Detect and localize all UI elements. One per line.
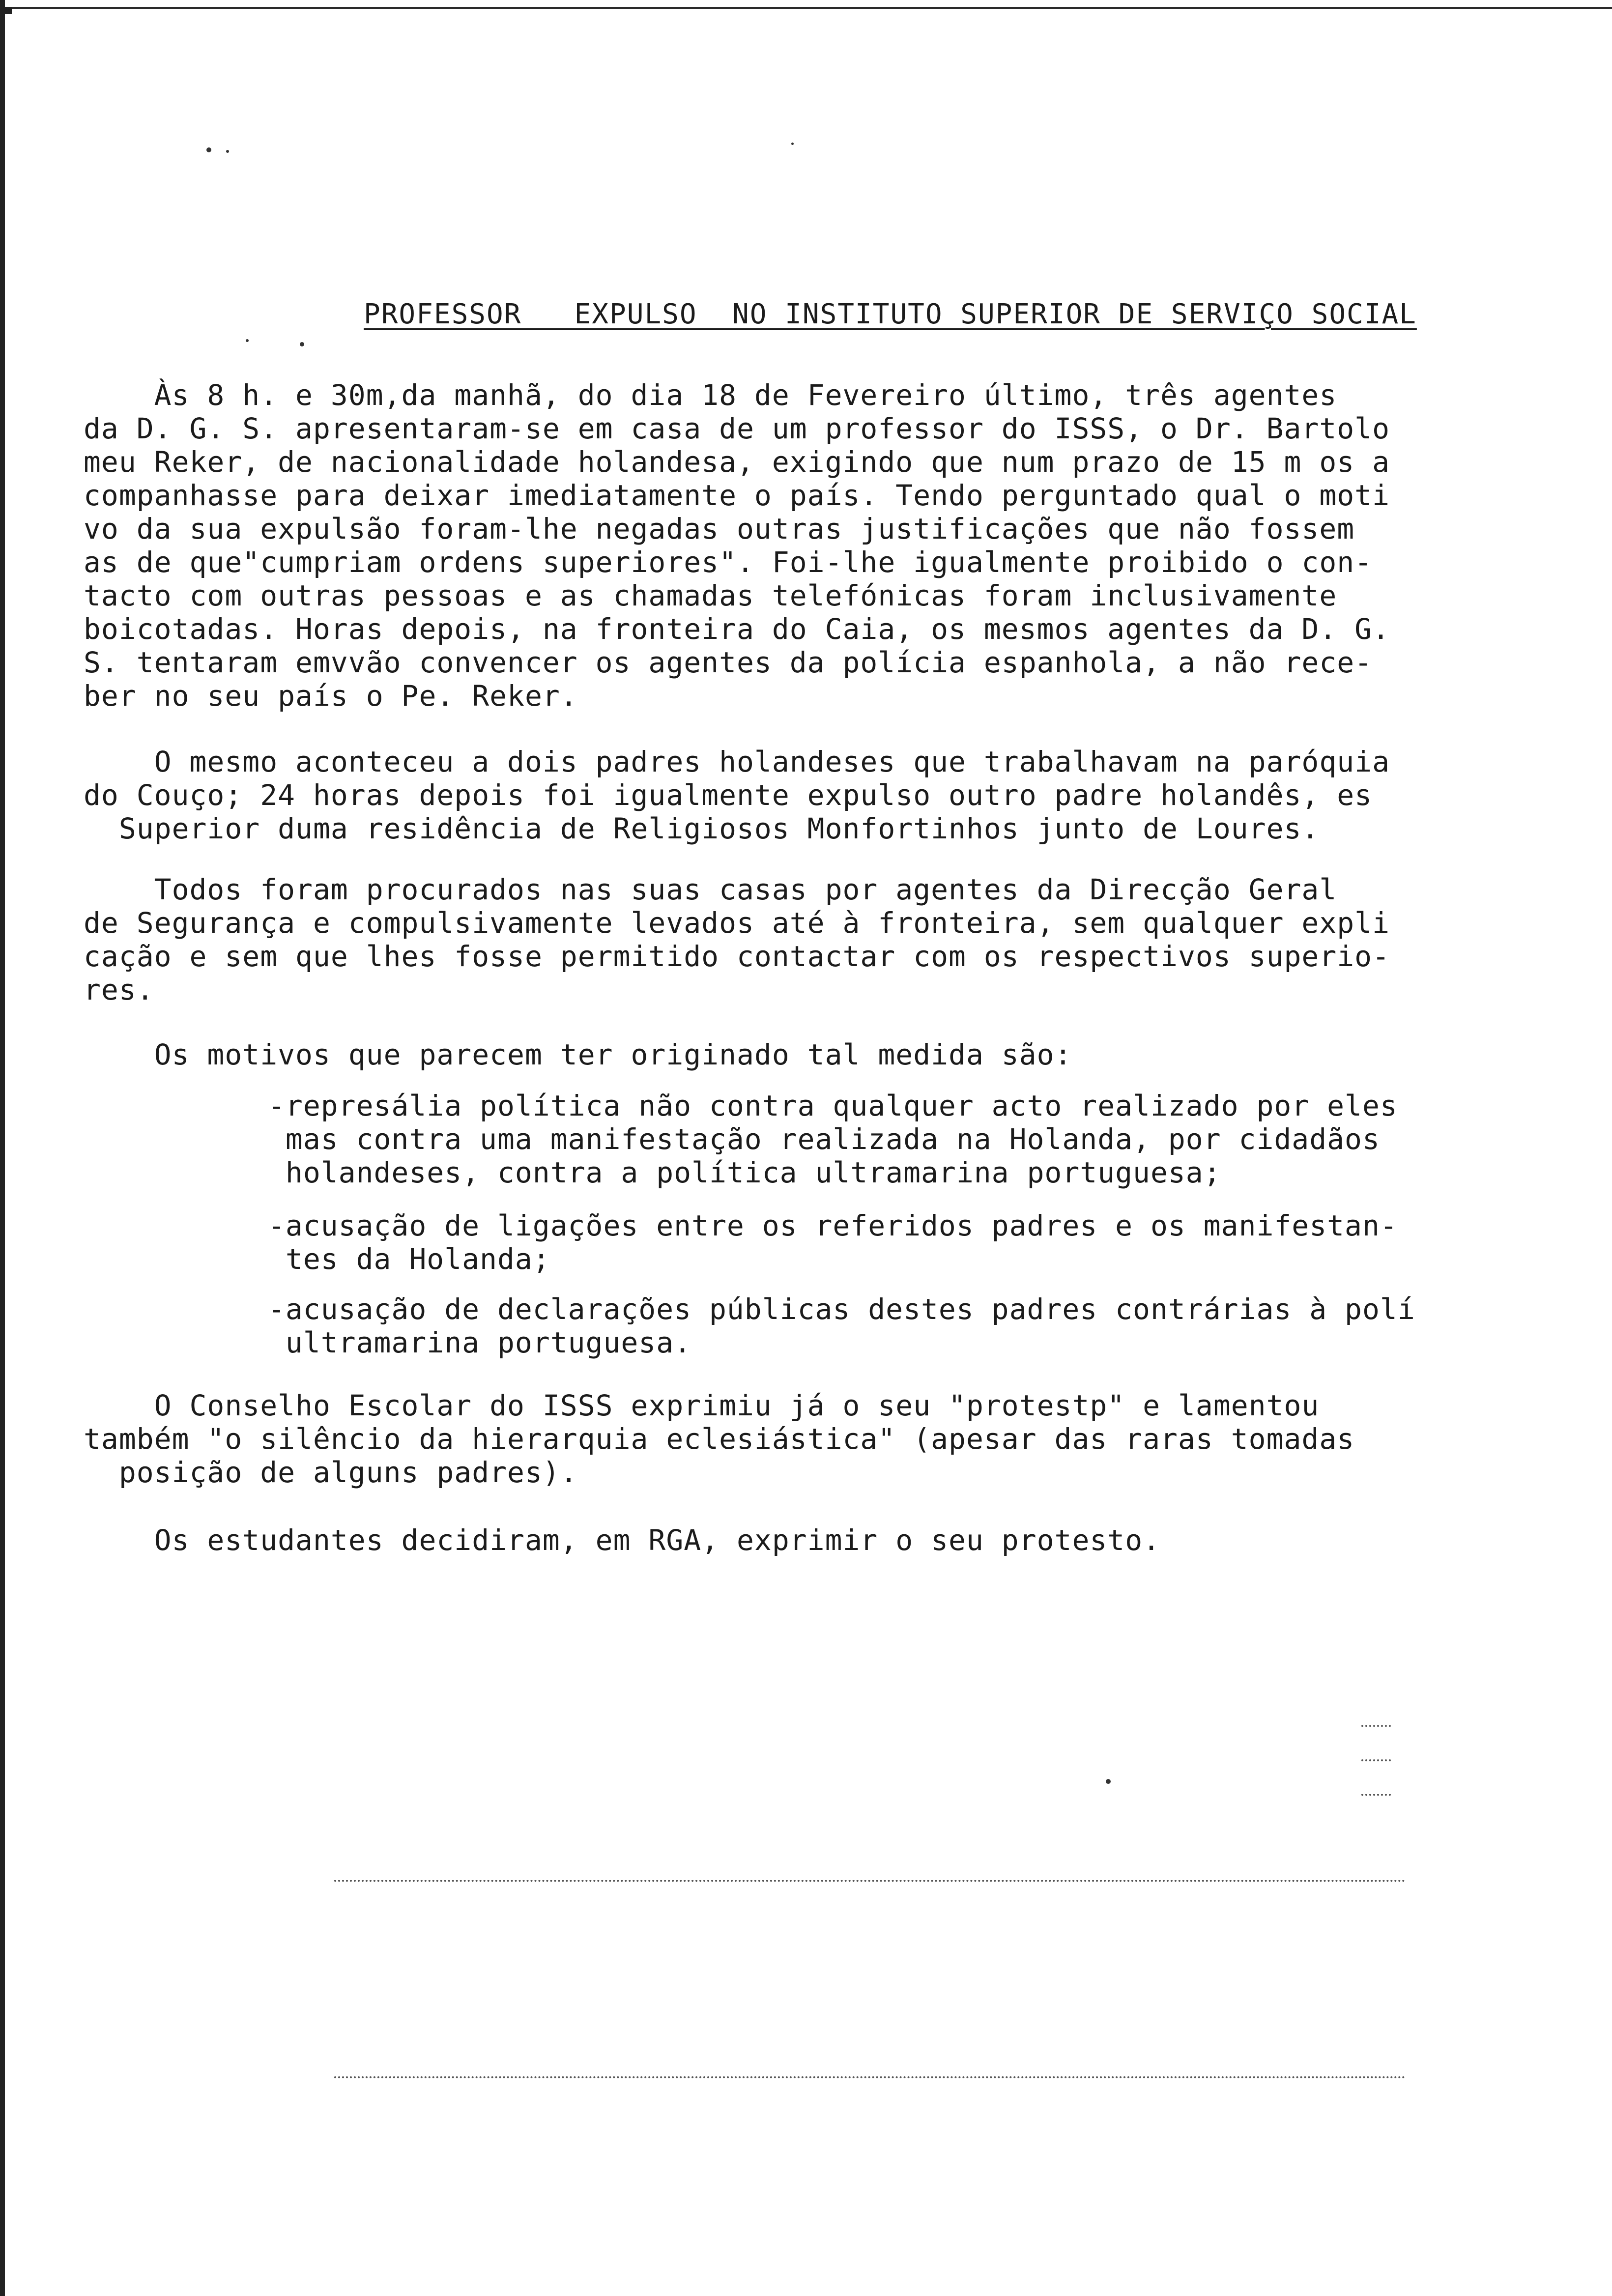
paragraph-motives-intro: Os motivos que parecem ter originado tal medida são: — [84, 1038, 1072, 1071]
page-left-border — [0, 0, 5, 2296]
list-item-political-reprisal: -represália política não contra qualquer acto realizado por eles mas contra uma manifestação realizada na Holanda, por cidadãos holandeses, contra a política ultramarina portuguesa; — [268, 1089, 1398, 1189]
document-title: PROFESSOR EXPULSO NO INSTITUTO SUPERIOR DE SERVIÇO SOCIAL — [364, 298, 1417, 330]
paragraph-dgs-procedure: Todos foram procurados nas suas casas por agentes da Direcção Geral de Segurança e compulsivamente levados até à fronteira, sem qualquer expli cação e sem que lhes fosse permitido contactar com os respectivos superio- res. — [84, 873, 1390, 1006]
scan-speck — [1106, 1779, 1111, 1784]
scan-speck — [226, 150, 229, 153]
paragraph-students-protest: Os estudantes decidiram, em RGA, exprimir o seu protesto. — [84, 1523, 1161, 1557]
scan-dotted-line — [334, 1880, 1406, 1882]
scan-speck — [791, 143, 794, 145]
list-item-links-accusation: -acusação de ligações entre os referidos padres e os manifestan- tes da Holanda; — [268, 1209, 1398, 1276]
page-corner-mark — [5, 7, 12, 14]
list-item-public-statements: -acusação de declarações públicas destes padres contrárias à polí ultramarina portuguesa. — [268, 1292, 1415, 1359]
scan-speck — [300, 342, 304, 346]
paragraph-other-priests: O mesmo aconteceu a dois padres holandeses que trabalhavam na paróquia do Couço; 24 horas depois foi igualmente expulso outro padre holandês, es Superior duma residência de Religiosos Monfortinhos junto de Loures. — [84, 745, 1390, 845]
scan-dotted-line — [1361, 1794, 1391, 1796]
scan-dotted-line — [1361, 1725, 1391, 1727]
scan-dotted-line — [1361, 1759, 1391, 1761]
scan-speck — [246, 339, 249, 342]
paragraph-school-council: O Conselho Escolar do ISSS exprimiu já o seu "protestp" e lamentou também "o silêncio da hierarquia eclesiástica" (apesar das raras tomadas posição de alguns padres). — [84, 1389, 1355, 1489]
paragraph-expulsion-account: Às 8 h. e 30m,da manhã, do dia 18 de Fevereiro último, três agentes da D. G. S. apresentaram-se em casa de um professor do ISSS, o Dr. Bartolo meu Reker, de nacionalidade holandesa, exigindo que num prazo de 15 m os a companhasse para deixar imediatamente o país. Tendo perguntado qual o moti vo da sua expulsão foram-lhe negadas outras justificações que não fossem as de que"cumpriam ordens superiores". Foi-lhe igualmente proibido o con- tacto com outras pessoas e as chamadas telefónicas foram inclusivamente boicotadas. Horas depois, na fronteira do Caia, os mesmos agentes da D. G. S. tentaram emvvão convencer os agentes da polícia espanhola, a não rece- ber no seu país o Pe. Reker. — [84, 378, 1390, 713]
scan-dotted-line — [334, 2076, 1406, 2078]
scan-speck — [206, 147, 211, 152]
page-top-border — [0, 7, 1612, 9]
